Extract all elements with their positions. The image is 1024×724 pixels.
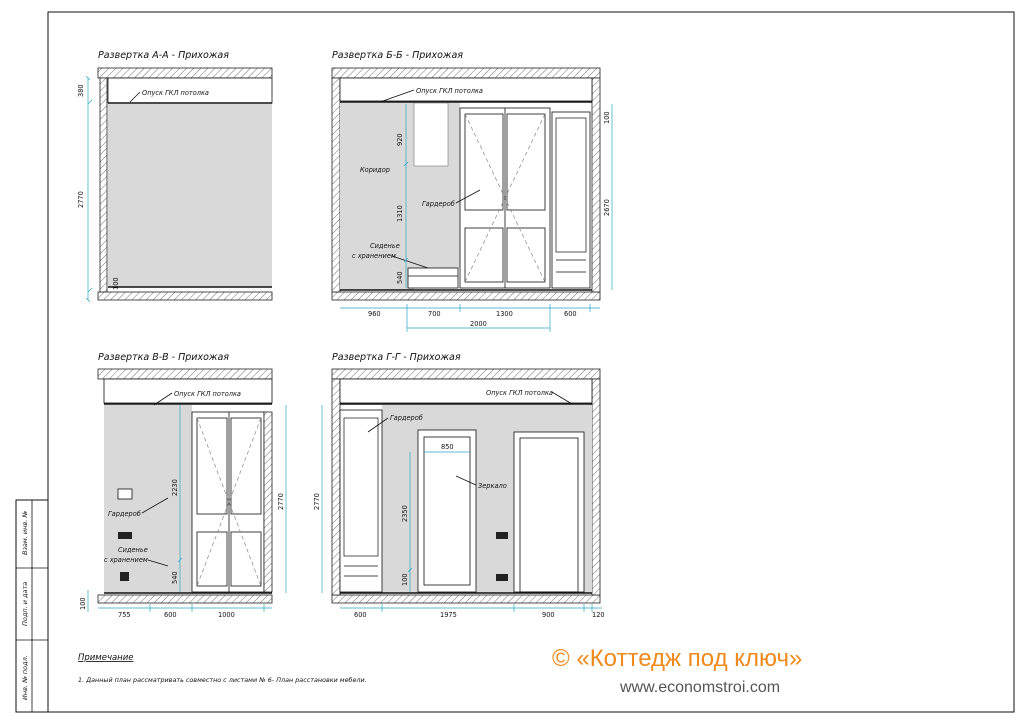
elevation-bb xyxy=(332,50,612,332)
gg-dim-900: 900 xyxy=(542,611,555,619)
aa-dim-380: 380 xyxy=(77,84,85,97)
watermark xyxy=(552,645,802,696)
vv-dim-540: 540 xyxy=(171,571,179,584)
bb-dim-600: 600 xyxy=(564,310,577,318)
elevation-vv xyxy=(79,352,286,619)
gg-gkl-label: Опуск ГКЛ потолка xyxy=(486,389,553,397)
vv-dim-600: 600 xyxy=(164,611,177,619)
notes-heading: Примечание xyxy=(78,653,134,663)
bb-dim-2670: 2670 xyxy=(603,199,611,216)
gg-wardrobe-label: Гардероб xyxy=(390,414,423,422)
gg-dim-120: 120 xyxy=(592,611,605,619)
vv-wardrobe-label: Гардероб xyxy=(108,510,141,518)
bb-dim-960: 960 xyxy=(368,310,381,318)
stamp-sign-date: Подп. и дата xyxy=(21,581,29,626)
vv-dim-2230: 2230 xyxy=(171,479,179,496)
gg-dim-2770: 2770 xyxy=(313,493,321,510)
aa-dim-2770: 2770 xyxy=(77,191,85,208)
elevation-aa xyxy=(77,50,272,300)
stamp-inv-original: Инв. № подл. xyxy=(21,655,29,700)
gg-dim-850: 850 xyxy=(441,443,454,451)
watermark-brand: © «Коттедж под ключ» xyxy=(552,645,803,672)
bb-seat-label-2: с хранением xyxy=(352,252,396,260)
side-stamp xyxy=(16,500,48,712)
vv-seat-label-1: Сиденье xyxy=(118,546,148,554)
vv-dim-100: 100 xyxy=(79,597,87,610)
gg-dim-100: 100 xyxy=(401,573,409,586)
bb-wardrobe-label: Гардероб xyxy=(422,200,455,208)
bb-corridor-label: Коридор xyxy=(360,166,390,174)
bb-dim-700: 700 xyxy=(428,310,441,318)
elevation-aa-title: Развертка А-А - Прихожая xyxy=(98,50,229,61)
bb-dim-100: 100 xyxy=(603,111,611,124)
bb-dim-1300: 1300 xyxy=(496,310,513,318)
vv-seat-label-2: с хранением xyxy=(104,556,148,564)
bb-dim-2000: 2000 xyxy=(470,320,487,328)
elevation-bb-title: Развертка Б-Б - Прихожая xyxy=(332,50,463,61)
bb-dim-1310: 1310 xyxy=(396,205,404,222)
notes-item-1: 1. Данный план рассматривать совместно с листами № 6- План расстановки мебели. xyxy=(78,676,367,684)
gg-dim-2350: 2350 xyxy=(401,505,409,522)
bb-gkl-label: Опуск ГКЛ потолка xyxy=(416,87,483,95)
elevation-vv-title: Развертка В-В - Прихожая xyxy=(98,352,229,363)
vv-dim-2770: 2770 xyxy=(277,493,285,510)
gg-dim-1975: 1975 xyxy=(440,611,457,619)
vv-dim-755: 755 xyxy=(118,611,131,619)
bb-dim-540: 540 xyxy=(396,271,404,284)
elevation-gg-title: Развертка Г-Г - Прихожая xyxy=(332,352,461,363)
notes xyxy=(78,653,367,684)
gg-dim-600: 600 xyxy=(354,611,367,619)
elevation-gg xyxy=(313,352,605,619)
bb-dim-920: 920 xyxy=(396,133,404,146)
watermark-site: www.economstroi.com xyxy=(620,679,781,696)
aa-gkl-label: Опуск ГКЛ потолка xyxy=(142,89,209,97)
bb-seat-label-1: Сиденье xyxy=(370,242,400,250)
gg-mirror-label: Зеркало xyxy=(478,482,507,490)
stamp-replace-inv: Взам. инв. № xyxy=(21,510,29,555)
vv-dim-1000: 1000 xyxy=(218,611,235,619)
vv-gkl-label: Опуск ГКЛ потолка xyxy=(174,390,241,398)
aa-dim-100: 100 xyxy=(112,277,120,290)
